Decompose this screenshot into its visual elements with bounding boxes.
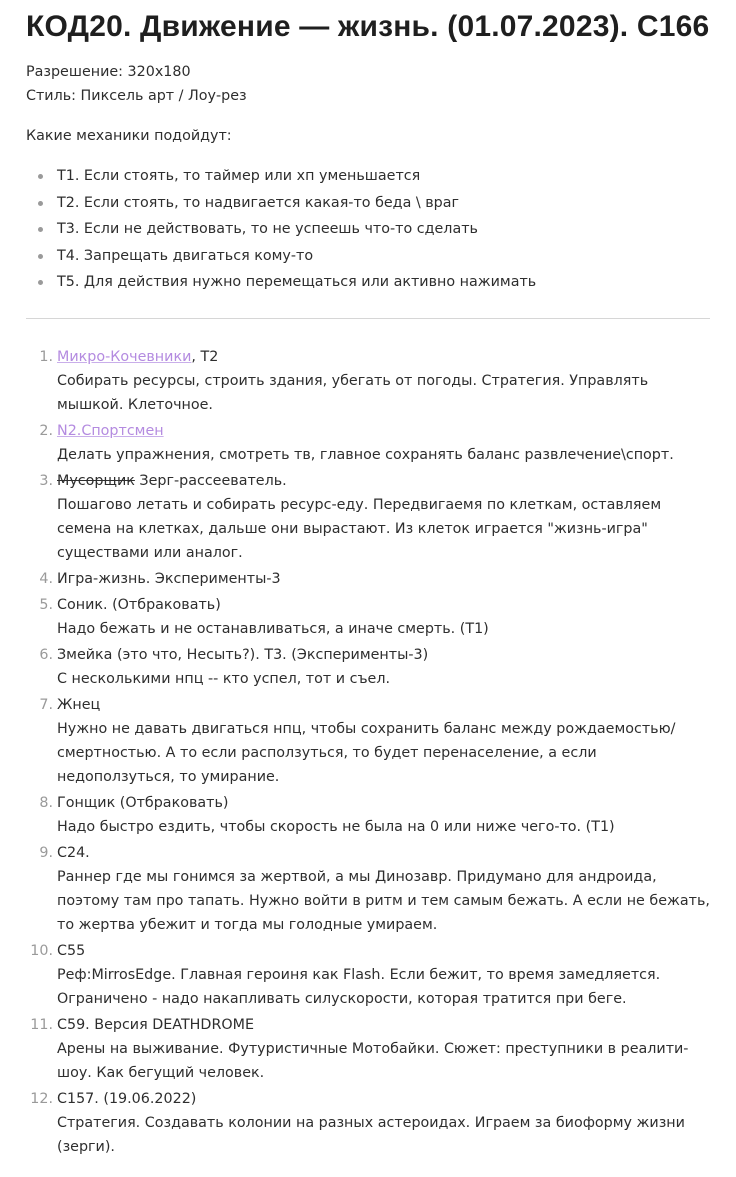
idea-number: 7.	[39, 696, 53, 713]
idea-item	[26, 939, 710, 1011]
idea-title: С55	[57, 942, 86, 959]
idea-item	[26, 469, 710, 565]
idea-link-sportsman[interactable]: N2.Спортсмен	[57, 422, 164, 439]
mechanic-item: Т1. Если стоять, то таймер или хп уменьшается	[38, 163, 710, 190]
idea-description: Стратегия. Создавать колонии на разных астероидах. Играем за биоформу жизни (зерги).	[57, 1114, 685, 1155]
idea-number: 9.	[39, 844, 53, 861]
idea-description: Надо быстро ездить, чтобы скорость не была на 0 или ниже чего-то. (Т1)	[57, 818, 615, 835]
idea-title-struck: Мусорщик	[57, 472, 135, 489]
idea-item	[26, 791, 710, 839]
mechanic-item: Т4. Запрещать двигаться кому-то	[38, 243, 710, 270]
mechanic-item: Т3. Если не действовать, то не успеешь что-то сделать	[38, 216, 710, 243]
idea-item	[26, 345, 710, 417]
idea-number: 4.	[39, 570, 53, 587]
mechanic-item: Т5. Для действия нужно перемещаться или активно нажимать	[38, 269, 710, 296]
meta-block	[26, 60, 710, 108]
idea-number: 12.	[30, 1090, 53, 1107]
idea-item	[26, 643, 710, 691]
style-line: Стиль: Пиксель арт / Лоу-рез	[26, 88, 247, 104]
mechanics-question: Какие механики подойдут:	[26, 128, 232, 144]
idea-item	[26, 419, 710, 467]
idea-title: Змейка (это что, Несыть?). Т3. (Эксперименты-3)	[57, 646, 429, 663]
idea-title: С24.	[57, 844, 90, 861]
idea-title-rest: Зерг-рассееватель.	[134, 472, 287, 489]
idea-title: Гонщик (Отбраковать)	[57, 794, 229, 811]
idea-title: Жнец	[57, 696, 101, 713]
page-title: КОД20. Движение — жизнь. (01.07.2023). С166	[26, 10, 710, 43]
idea-title	[57, 345, 710, 369]
idea-link-micro-nomads[interactable]: Микро-Кочевники	[57, 348, 192, 365]
idea-title	[57, 419, 710, 443]
idea-title	[57, 469, 710, 493]
idea-number: 11.	[30, 1016, 53, 1033]
ideas-list	[26, 345, 710, 1159]
idea-item	[26, 593, 710, 641]
idea-description: Надо бежать и не останавливаться, а иначе смерть. (Т1)	[57, 620, 489, 637]
idea-description: Нужно не давать двигаться нпц, чтобы сохранить баланс между рождаемостью/ смертностью. А то если расползуться, то будет перенаселение, а если недоползуться, то умирание.	[57, 720, 676, 785]
idea-number: 10.	[30, 942, 53, 959]
idea-number: 5.	[39, 596, 53, 613]
idea-description: Пошагово летать и собирать ресурс-еду. Передвигаемя по клеткам, оставляем семена на клетках, дальше они вырастают. Из клеток играется "жизнь-игра" существами или аналог.	[57, 496, 662, 561]
idea-description: Арены на выживание. Футуристичные Мотобайки. Сюжет: преступники в реалити-шоу. Как бегущий человек.	[57, 1040, 689, 1081]
idea-description: Раннер где мы гонимся за жертвой, а мы Динозавр. Придумано для андроида, поэтому там про тапать. Нужно войти в ритм и тем самым бежать. А если не бежать, то жертва убежит и тогда мы голодные умираем.	[57, 868, 710, 933]
idea-item	[26, 1087, 710, 1159]
idea-number: 8.	[39, 794, 53, 811]
idea-title: Соник. (Отбраковать)	[57, 596, 221, 613]
idea-title-rest: , Т2	[191, 348, 219, 365]
idea-number: 6.	[39, 646, 53, 663]
divider	[26, 318, 710, 319]
resolution-line: Разрешение: 320х180	[26, 64, 191, 80]
idea-title: Игра-жизнь. Эксперименты-3	[57, 570, 281, 587]
idea-number: 1.	[39, 348, 53, 365]
idea-description: Реф:MirrosEdge. Главная героиня как Flash. Если бежит, то время замедляется. Ограничено - надо накапливать силускорости, которая тратится при беге.	[57, 966, 661, 1007]
idea-item	[26, 1013, 710, 1085]
idea-item	[26, 567, 710, 591]
idea-item	[26, 693, 710, 789]
idea-item	[26, 841, 710, 937]
idea-title: С157. (19.06.2022)	[57, 1090, 197, 1107]
mechanic-item: Т2. Если стоять, то надвигается какая-то беда \ враг	[38, 190, 710, 217]
idea-description: Собирать ресурсы, строить здания, убегать от погоды. Стратегия. Управлять мышкой. Клеточное.	[57, 372, 649, 413]
idea-description: Делать упражнения, смотреть тв, главное сохранять баланс развлечение\спорт.	[57, 446, 674, 463]
mechanics-list	[26, 163, 710, 296]
idea-number: 2.	[39, 422, 53, 439]
idea-number: 3.	[39, 472, 53, 489]
idea-title: С59. Версия DEATHDROME	[57, 1016, 255, 1033]
idea-description: С несколькими нпц -- кто успел, тот и съел.	[57, 670, 391, 687]
